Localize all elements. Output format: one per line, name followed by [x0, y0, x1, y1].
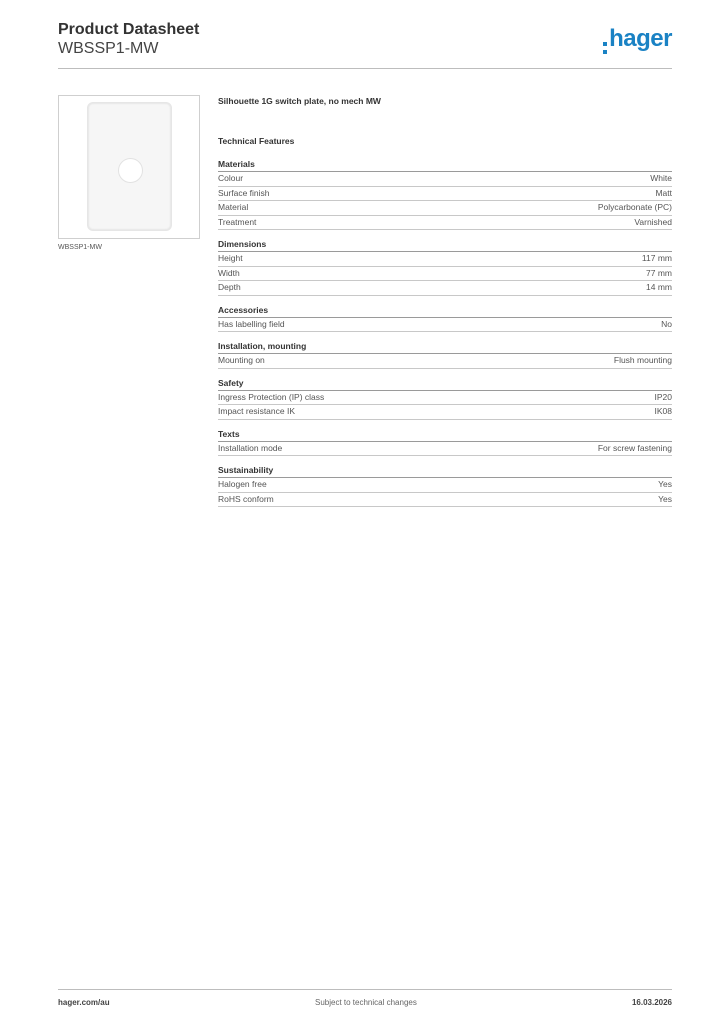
spec-label: Surface finish — [218, 187, 270, 198]
spec-value: Varnished — [634, 216, 672, 227]
logo-text: hager — [609, 25, 672, 52]
product-title: Silhouette 1G switch plate, no mech MW — [218, 96, 381, 106]
section-title: Sustainability — [218, 465, 672, 478]
spec-value: White — [650, 173, 672, 183]
spec-value: IP20 — [654, 391, 672, 402]
spec-label: Mounting on — [218, 355, 265, 365]
spec-label: Installation mode — [218, 442, 283, 453]
hager-logo — [603, 27, 672, 53]
spec-label: Colour — [218, 173, 244, 183]
spec-section — [218, 159, 672, 230]
section-title: Safety — [218, 378, 672, 391]
spec-label: Width — [218, 267, 240, 278]
section-title: Dimensions — [218, 239, 672, 252]
spec-section — [218, 305, 672, 333]
spec-label: Material — [218, 202, 249, 212]
switch-plate-image — [87, 102, 172, 231]
specs-content — [218, 96, 672, 516]
spec-label: Has labelling field — [218, 318, 285, 329]
spec-section — [218, 429, 672, 457]
spec-value: Flush mounting — [613, 355, 672, 365]
spec-label: Halogen free — [218, 479, 267, 489]
spec-label: RoHS conform — [218, 493, 274, 504]
spec-section — [218, 341, 672, 369]
document-title: Product Datasheet — [58, 21, 200, 38]
spec-value: For screw fastening — [597, 442, 672, 453]
spec-row — [218, 354, 672, 369]
section-title: Texts — [218, 429, 672, 442]
spec-row — [218, 442, 672, 457]
spec-row — [218, 281, 672, 296]
spec-value: 117 mm — [641, 253, 672, 263]
footer-website: hager.com/au — [58, 998, 110, 1007]
header-divider — [58, 68, 672, 69]
spec-row — [218, 405, 672, 420]
spec-row — [218, 201, 672, 216]
spec-row — [218, 216, 672, 231]
spec-label: Ingress Protection (IP) class — [218, 391, 325, 402]
hager-dots-icon — [603, 39, 607, 57]
spec-value: Yes — [658, 493, 672, 504]
footer-divider — [58, 989, 672, 990]
section-title: Installation, mounting — [218, 341, 672, 354]
spec-row — [218, 493, 672, 508]
spec-row — [218, 252, 672, 267]
spec-value: Yes — [658, 479, 672, 489]
spec-label: Impact resistance IK — [218, 406, 296, 416]
product-image-frame — [58, 95, 200, 239]
spec-sections — [218, 159, 672, 507]
document-subtitle: WBSSP1-MW — [58, 40, 159, 57]
spec-row — [218, 318, 672, 333]
spec-section — [218, 378, 672, 420]
plate-hole — [118, 158, 143, 183]
spec-row — [218, 391, 672, 406]
page-header — [58, 21, 672, 69]
footer-notice: Subject to technical changes — [315, 998, 417, 1007]
spec-row — [218, 267, 672, 282]
spec-label: Treatment — [218, 216, 257, 227]
spec-value: Matt — [655, 187, 672, 198]
section-title: Materials — [218, 159, 672, 172]
section-title: Accessories — [218, 305, 672, 318]
spec-value: 77 mm — [646, 267, 672, 278]
spec-row — [218, 172, 672, 187]
image-caption: WBSSP1-MW — [58, 244, 102, 251]
spec-value: No — [661, 318, 672, 329]
spec-label: Height — [218, 253, 243, 263]
footer-date: 16.03.2026 — [631, 998, 672, 1007]
spec-row — [218, 187, 672, 202]
spec-value: IK08 — [654, 406, 672, 416]
spec-label: Depth — [218, 282, 241, 292]
spec-row — [218, 478, 672, 493]
technical-features-heading: Technical Features — [218, 136, 295, 146]
spec-section — [218, 465, 672, 507]
spec-value: Polycarbonate (PC) — [597, 202, 672, 212]
spec-section — [218, 239, 672, 296]
spec-value: 14 mm — [646, 282, 672, 292]
